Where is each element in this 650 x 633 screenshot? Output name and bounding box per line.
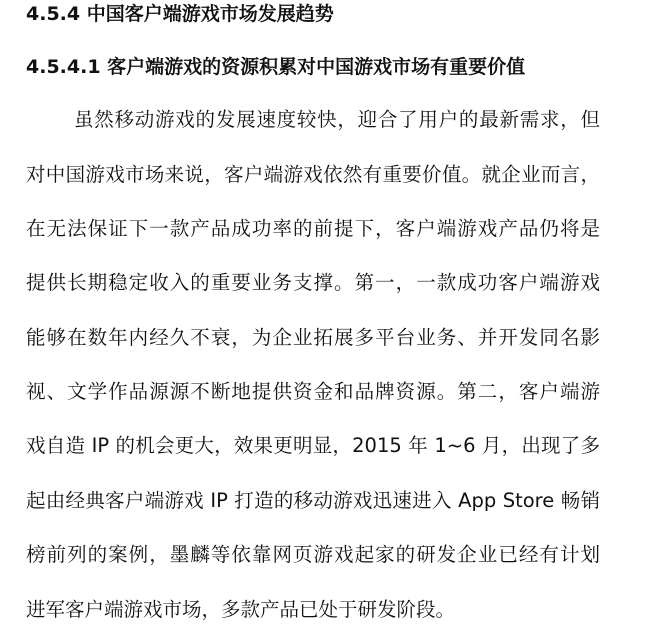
paragraph-line: 起由经典客户端游戏 IP 打造的移动游戏迅速进入 App Store 畅销 [26, 489, 600, 512]
section-heading: 4.5.4 中国客户端游戏市场发展趋势 [26, 3, 334, 25]
paragraph-line: 进军客户端游戏市场，多款产品已处于研发阶段。 [26, 598, 456, 621]
paragraph-line: 戏自造 IP 的机会更大，效果更明显，2015 年 1~6 月，出现了多 [26, 434, 600, 457]
subsection-heading: 4.5.4.1 客户端游戏的资源积累对中国游戏市场有重要价值 [26, 56, 526, 78]
paragraph-line: 提供长期稳定收入的重要业务支撑。第一，一款成功客户端游戏 [26, 271, 600, 294]
paragraph-line: 榜前列的案例，墨麟等依靠网页游戏起家的研发企业已经有计划 [26, 543, 600, 566]
paragraph-line: 在无法保证下一款产品成功率的前提下，客户端游戏产品仍将是 [26, 217, 600, 240]
paragraph-line: 虽然移动游戏的发展速度较快，迎合了用户的最新需求，但 [74, 108, 600, 131]
paragraph-line: 视、文学作品源源不断地提供资金和品牌资源。第二，客户端游 [26, 380, 600, 403]
paragraph-line: 对中国游戏市场来说，客户端游戏依然有重要价值。就企业而言， [26, 163, 600, 186]
paragraph-line: 能够在数年内经久不衰，为企业拓展多平台业务、并开发同名影 [26, 326, 600, 349]
